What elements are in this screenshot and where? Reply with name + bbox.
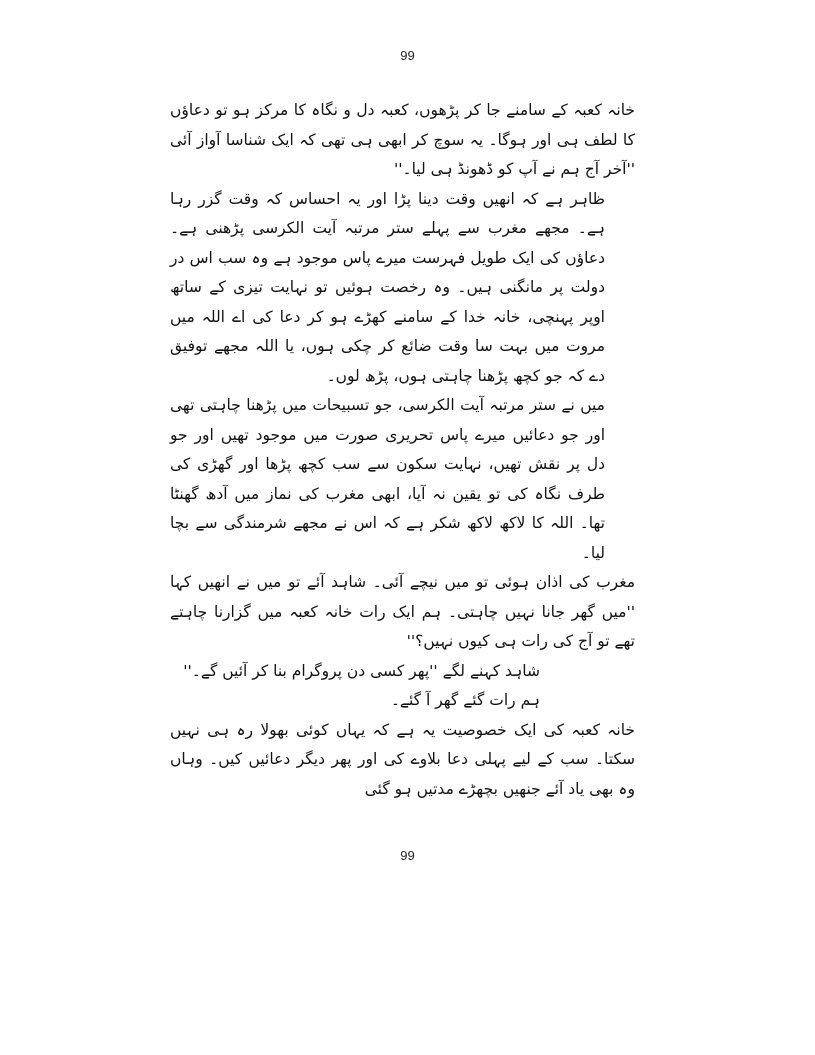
page-number-bottom: 99 — [400, 848, 415, 863]
page-number-top: 99 — [400, 48, 415, 63]
paragraph-7: خانہ کعبہ کی ایک خصوصیت یہ ہے کہ یہاں کوئی بھولا رہ ہی نہیں سکتا۔ سب کے لیے پہلی دعا بلاوے کی اور پھر دیگر دعائیں کیں۔ وہاں وہ بھی یاد آئے جنھیں بچھڑے مدتیں ہو گئی — [170, 720, 635, 798]
paragraph-1: خانہ کعبہ کے سامنے جا کر پڑھوں، کعبہ دل و نگاہ کا مرکز ہو تو دعاؤں کا لطف ہی اور ہوگا۔ یہ سوچ کر ابھی ہی تھی کہ ایک شناسا آواز آئی ''آخر آج ہم نے آپ کو ڈھونڈ ہی لیا۔'' — [170, 101, 635, 178]
paragraph-6: ہم رات گئے گھر آ گئے۔ — [390, 691, 540, 709]
paragraph-4: مغرب کی اذان ہوئی تو میں نیچے آئی۔ شاہد آئے تو میں نے انھیں کہا ''میں گھر جانا نہیں چاہتی۔ ہم ایک رات خانہ کعبہ میں گزارنا چاہتے تھے تو آج کی رات ہی کیوں نہیں؟'' — [170, 573, 635, 650]
paragraph-5: شاہد کہنے لگے ''پھر کسی دن پروگرام بنا کر آئیں گے۔'' — [183, 661, 540, 680]
paragraph-2: ظاہر ہے کہ انھیں وقت دینا پڑا اور یہ احساس کہ وقت گزر رہا ہے۔ مجھے مغرب سے پہلے ستر مرتبہ آیت الکرسی پڑھنی ہے۔ دعاؤں کی ایک طویل فہرست میرے پاس موجود ہے وہ سب اس در دولت پر مانگنی ہیں۔ وہ رخصت ہوئیں تو نہایت تیزی کے ساتھ اوپر پہنچی، خانہ خدا کے سامنے کھڑے ہو کر دعا کی اے اللہ میں مروت میں بہت سا وقت ضائع کر چکی ہوں، یا اللہ مجھے توفیق دے کہ جو کچھ پڑھنا چاہتی ہوں، پڑھ لوں۔ — [170, 189, 605, 385]
body-text — [170, 96, 635, 804]
paragraph-3: میں نے ستر مرتبہ آیت الکرسی، جو تسبیحات میں پڑھنا چاہتی تھی اور جو دعائیں میرے پاس تحریری صورت میں موجود تھیں اور جو دل پر نقش تھیں، نہایت سکون سے سب کچھ پڑھا اور گھڑی کی طرف نگاہ کی تو یقین نہ آیا، ابھی مغرب کی نماز میں آدھ گھنٹا تھا۔ اللہ کا لاکھ لاکھ شکر ہے کہ اس نے مجھے شرمندگی سے بچا لیا۔ — [170, 396, 605, 562]
